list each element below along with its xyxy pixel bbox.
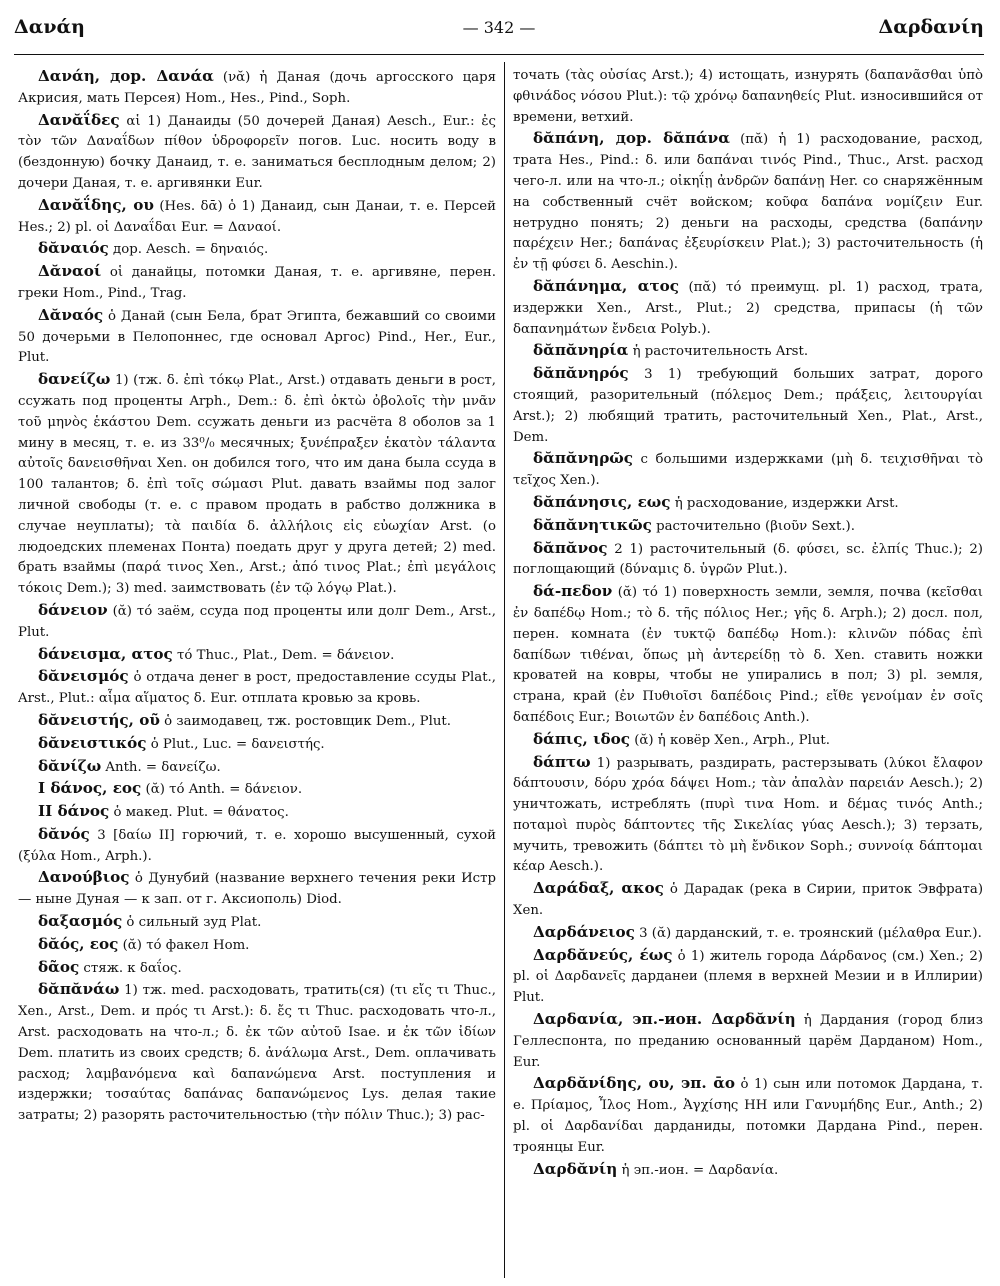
entry-headword: Δᾰναοί xyxy=(38,262,102,281)
dictionary-entry xyxy=(513,1073,983,1158)
dictionary-entry xyxy=(18,600,496,644)
dictionary-entry xyxy=(513,363,983,448)
dictionary-entry xyxy=(513,128,983,276)
dictionary-entry xyxy=(18,867,496,911)
entry-headword: δᾰπᾰνητικῶς xyxy=(533,515,652,534)
entry-definition: ὁ Данай (сын Бела, брат Эгипта, бежавший со своими 50 дочерьми в Пелопоннес, где основал Аргос) Pind., Her., Eur., Plut. xyxy=(18,308,496,366)
entry-definition: (πᾰ) τό преимущ. pl. 1) расход, трата, издержки Xen., Arst., Plut.; 2) средства, припасы (ἡ τῶν δαπανημάτων ἔνδεια Polyb.). xyxy=(513,279,983,337)
entry-definition: (Hes. δᾱ) ὁ 1) Данаид, сын Данаи, т. е. Персей Hes.; 2) pl. οἱ Δαναΐδαι Eur. = Δαναοί. xyxy=(18,198,496,235)
entry-definition: ὁ 1) житель города Δάρδανος (см.) Xen.; 2) pl. οἱ Δαρδανεῖς дарданеи (племя в верхней Мезии и в Иллирии) Plut. xyxy=(513,948,983,1006)
entry-definition: ἡ Дардания (город близ Геллеспонта, по преданию основанный царём Дарданом) Hom., Eur. xyxy=(513,1013,983,1070)
entry-definition: τό Thuc., Plat., Dem. = δάνειον. xyxy=(172,647,395,663)
entry-definition: 1) (тж. δ. ἐπὶ τόκῳ Plat., Arst.) отдавать деньги в рост, ссужать под проценты Arph., Dem.: δ. ἐπὶ ὀκτὼ ὀβολοῖς τὴν μνᾶν τοῦ μηνὸς ἑκάστου Dem. ссужать деньги из расчёта 8 оболов за 1 мину в месяц, т. е. из 33⁰/₀ месячных; ξυνέπραξεν ἑκατὸν τάλαντα αὐτοῖς δανεισθῆναι Xen. он добился того, что им дана была ссуда в 100 талантов; δ. ἐπὶ τοῖς σώμασι Plut. давать взаймы под залог личной свободы (т. е. с правом продать в рабство должника в случае неуплаты); τὰ παιδία δ. ἀλλήλοις εἰς εὐωχίαν Arst. (о людоедских племенах Понта) поедать друг у друга детей; 2) med. брать взаймы (παρά τινος Xen., Arst.; ἀπό τινος Plat.; ἐπὶ μεγάλοις τόκοις Dem.); 3) med. заимствовать (ἐν τῷ λόγῳ Plat.). xyxy=(18,373,496,597)
entry-headword: Δαράδαξ, ακος xyxy=(533,879,664,898)
entry-headword: δάπις, ιδος xyxy=(533,729,630,748)
entry-definition: расточительно (βιοῦν Sext.). xyxy=(651,518,855,534)
dictionary-entry xyxy=(18,110,496,195)
dictionary-entry xyxy=(513,729,983,752)
entry-headword: δανείζω xyxy=(38,370,111,389)
dictionary-entry xyxy=(18,666,496,710)
entry-definition: (ᾰ) τό факел Hom. xyxy=(118,937,250,953)
dictionary-entry xyxy=(18,66,496,110)
dictionary-entry xyxy=(18,979,496,1127)
entry-headword: δᾰπάνη, дор. δᾰπάνα xyxy=(533,129,730,148)
entry-definition: ἡ расточительность Arst. xyxy=(628,344,809,360)
dictionary-entry xyxy=(18,195,496,239)
entry-headword: δάνειον xyxy=(38,600,108,619)
entry-definition: (ᾰ) τό 1) поверхность земли, земля, почва (κεῖσθαι ἐν δαπέδῳ Hom.; τὸ δ. τῆς πόλιος Her.; γῆς δ. Arph.); 2) досл. пол, перен. комната (ἐν τυκτῷ δαπέδῳ Hom.): κλινῶν πόδας ἐπὶ δαπίδων τιθέναι, ὅπως μὴ ἀντερείδῃ τὸ δ. Xen. ставить ножки кроватей на ковры, чтобы не упирались в пол; 3) pl. земля, страна, край (ἐν Πυθιοῖσι δαπέδοις Pind.; εἴθε γενοίμαν ἐν σοῖς δαπέδοις Eur.; Βοιωτῶν ἐν δαπέδοις Anth.). xyxy=(513,585,983,725)
entry-headword: δᾰπᾰνηρός xyxy=(533,364,629,383)
dictionary-entry xyxy=(513,340,983,363)
entry-headword: δᾰπάνησις, εως xyxy=(533,492,671,511)
entry-headword: δᾰπᾰνάω xyxy=(38,980,120,999)
dictionary-entry xyxy=(513,1159,983,1182)
entry-definition: ὁ Дарадак (река в Сирии, приток Эвфрата) Xen. xyxy=(513,882,983,919)
dictionary-entry xyxy=(18,824,496,868)
entry-definition: ὁ Дунубий (название верхнего течения реки Истр — ныне Дуная — к зап. от г. Аксиополь) Diod. xyxy=(18,871,496,908)
dictionary-entry xyxy=(513,492,983,515)
entry-headword: Δαρδᾰνεύς, έως xyxy=(533,945,673,964)
entry-headword: Δανᾰΐδες xyxy=(38,110,120,129)
entry-definition: 3 1) требующий больших затрат, дорого стоящий, разорительный (πόλεμος Dem.; πράξεις, λειτουργίαι Arst.); 2) любящий тратить, расточительный Xen., Plat., Arst., Dem. xyxy=(513,367,983,445)
page-header xyxy=(14,12,984,46)
dictionary-entry xyxy=(18,801,496,824)
dictionary-entry xyxy=(18,261,496,305)
entry-definition: точать (τὰς οὐσίας Arst.); 4) истощать, изнурять (δαπανᾶσθαι ὑπὸ φθινάδος νόσου Plut.): τῷ χρόνῳ δαπανηθείς Plut. износившийся от времени, ветхий. xyxy=(513,68,983,125)
dictionary-entry xyxy=(513,878,983,922)
dictionary-entry xyxy=(18,733,496,756)
entry-definition: ὁ 1) сын или потомок Дардана, т. е. Πρίαμος, Ἶλος Hom., Ἀγχίσης HH или Γανυμήδης Eur., Anth.; 2) pl. οἱ Δαρδανίδαι дарданиды, потомки Дардана Pind., перен. троянцы Eur. xyxy=(513,1077,983,1155)
header-left-guide-word: Δανάη xyxy=(14,16,85,38)
entry-headword: Δαρδάνειος xyxy=(533,922,635,941)
entry-definition: 1) тж. med. расходовать, тратить(ся) (τι εἴς τι Thuc., Xen., Arst., Dem. и πρός τι Arst.): δ. ἔς τι Thuc. расходовать что-л., Arst. расходовать на что-л.; δ. ἐκ τῶν αὐτοῦ Isae. и ἐκ τῶν ἰδίων Dem. платить из своих средств; δ. ἀνάλωμα Arst., Dem. оплачивать расход; λαμβανόμενα καὶ δαπανώμενα Arst. поступления и издержки; τοσαύτας δαπάνας δαπανώμενος Lys. делая такие затраты; 2) разорять расточительностью (τὴν πόλιν Thuc.); 3) рас- xyxy=(18,983,496,1124)
dictionary-entry xyxy=(513,1009,983,1073)
entry-definition: дор. Aesch. = δηναιός. xyxy=(108,242,269,258)
entry-definition: 2 1) расточительный (δ. φύσει, sc. ἐλπίς Thuc.); 2) поглощающий (δύναμις δ. ὑγρῶν Plut.). xyxy=(513,541,983,578)
dictionary-entry xyxy=(18,238,496,261)
dictionary-entry xyxy=(513,581,983,729)
column-divider xyxy=(504,62,505,1278)
dictionary-entry xyxy=(513,945,983,1009)
entry-definition: ὁ сильный зуд Plat. xyxy=(122,915,262,931)
entry-headword: δᾰνειστικός xyxy=(38,733,147,752)
entry-headword: δᾰνίζω xyxy=(38,756,102,775)
dictionary-entry xyxy=(18,710,496,733)
dictionary-entry xyxy=(18,957,496,980)
entry-definition: ἡ эп.-ион. = Δαρδανία. xyxy=(617,1162,779,1178)
header-rule xyxy=(14,54,984,55)
entry-headword: Δανούβιος xyxy=(38,868,130,887)
entry-definition: ὁ заимодавец, тж. ростовщик Dem., Plut. xyxy=(159,713,451,729)
entry-definition: 3 (ᾰ) дарданский, т. е. троянский (μέλαθρα Eur.). xyxy=(634,925,982,941)
entry-headword: Δαρδανία, эп.-ион. Δαρδᾰνίη xyxy=(533,1010,796,1029)
dictionary-entry xyxy=(18,369,496,600)
entry-headword: I δάνος, εος xyxy=(38,779,142,798)
left-column xyxy=(18,66,496,1278)
header-right-guide-word: Δαρδανίη xyxy=(878,16,984,38)
dictionary-entry xyxy=(18,644,496,667)
entry-definition: ὁ отдача денег в рост, предоставление ссуды Plat., Arst., Plut.: αἷμα αἵματος δ. Eur. отплата кровью за кровь. xyxy=(18,670,496,707)
entry-headword: δᾰνός xyxy=(38,824,90,843)
dictionary-entry xyxy=(18,934,496,957)
entry-definition: (νᾰ) ἡ Даная (дочь аргосского царя Акрисия, мать Персея) Hom., Hes., Pind., Soph. xyxy=(18,70,496,106)
entry-headword: δᾶος xyxy=(38,957,80,976)
entry-definition: с большими издержками (μὴ δ. τειχισθῆναι τὸ τεῖχος Xen.). xyxy=(513,452,983,489)
entry-headword: δᾰπᾰνος xyxy=(533,538,608,557)
entry-headword: δᾰπάνημα, ατος xyxy=(533,276,680,295)
entry-headword: δάνεισμα, ατος xyxy=(38,644,173,663)
entry-headword: Δᾰναός xyxy=(38,305,104,324)
dictionary-entry xyxy=(513,922,983,945)
entry-headword: δᾰνεισμός xyxy=(38,667,129,686)
entry-headword: δά-πεδον xyxy=(533,582,613,601)
entry-definition: ὁ макед. Plut. = θάνατος. xyxy=(109,805,289,821)
dictionary-entry xyxy=(513,276,983,340)
entry-definition: ἡ расходование, издержки Arst. xyxy=(670,495,899,511)
entry-headword: δᾰνειστής, οῦ xyxy=(38,710,160,729)
dictionary-entry xyxy=(18,756,496,779)
entry-definition: οἱ данайцы, потомки Даная, т. е. аргивяне, перен. греки Hom., Pind., Trag. xyxy=(18,265,496,301)
dictionary-entry xyxy=(18,305,496,369)
dictionary-entry xyxy=(513,515,983,538)
dictionary-entry xyxy=(513,752,983,879)
entry-definition: (ᾰ) τό заём, ссуда под проценты или долг Dem., Arst., Plut. xyxy=(18,603,496,640)
page-number: — 342 — xyxy=(462,18,536,37)
entry-headword: δᾰναιός xyxy=(38,239,109,258)
entry-headword: II δάνος xyxy=(38,802,110,821)
entry-headword: δᾰπᾰνηρῶς xyxy=(533,449,634,468)
entry-definition: 3 [δαίω II] горючий, т. е. хорошо высушенный, сухой (ξύλα Hom., Arph.). xyxy=(18,827,496,864)
dictionary-entry xyxy=(513,66,983,128)
entry-headword: δαξασμός xyxy=(38,912,123,931)
entry-headword: δᾰπᾰνηρία xyxy=(533,341,629,360)
dictionary-entry xyxy=(513,538,983,582)
entry-headword: Δαρδᾰνίη xyxy=(533,1159,618,1178)
entry-headword: Δανάη, дор. Δανάα xyxy=(38,67,214,85)
entry-definition: стяж. к δαΐος. xyxy=(79,960,182,976)
dictionary-entry xyxy=(18,911,496,934)
entry-headword: Δανᾰΐδης, ου xyxy=(38,195,154,214)
entry-headword: δᾰός, εος xyxy=(38,934,119,953)
entry-definition: ὁ Plut., Luc. = δανειστής. xyxy=(146,736,325,752)
entry-headword: δάπτω xyxy=(533,752,591,771)
entry-definition: (ᾰ) ἡ ковёр Xen., Arph., Plut. xyxy=(629,732,831,748)
right-column xyxy=(513,66,983,1278)
dictionary-entry xyxy=(513,448,983,492)
entry-definition: αἱ 1) Данаиды (50 дочерей Даная) Aesch., Eur.: ἐς τὸν τῶν Δαναΐδων πίθον ὑδροφορεῖν погов. Luc. носить воду в (бездонную) бочку Данаид, т. е. заниматься бесплодным делом; 2) дочери Даная, т. е. аргивянки Eur. xyxy=(18,113,496,191)
dictionary-entry xyxy=(18,778,496,801)
entry-definition: 1) разрывать, раздирать, растерзывать (λύκοι ἔλαφον δάπτουσιν, δόρυ χρόα δάψει Hom.; τὰν ἀπαλὰν παρειάν Aesch.); 2) уничтожать, истреблять (πυρὶ τινα Hom. и δέμας τινός Anth.; ποταμοὶ πυρὸς δάπτοντες τῆς Σικελίας γύας Aesch.); 3) терзать, мучить, тревожить (δάπτει τὸ μὴ ἔνδικον Soph.; συννοίᾳ δάπτομαι κέαρ Aesch.). xyxy=(513,755,983,875)
entry-definition: (ᾰ) τό Anth. = δάνειον. xyxy=(141,782,303,798)
entry-definition: (πᾰ) ἡ 1) расходование, расход, трата Hes., Pind.: δ. или δαπάναι τινός Pind., Thuc., Arst. расход чего-л. или на что-л.; οἰκηΐῃ ἀνδρῶν δαπάνῃ Her. со снаряжённым на собственный счёт войском; κοῦφα δαπάνα νομίζειν Eur. нетрудно понять; 2) деньги на расходы, средства (δαπάνην παρέχειν Her.; δαπάνας ἐξευρίσκειν Plat.); 3) расточительность (ἡ ἐν τῇ φύσει δ. Aeschin.). xyxy=(513,132,983,273)
entry-headword: Δαρδᾰνίδης, ου, эп. ᾱο xyxy=(533,1074,736,1093)
entry-definition: Anth. = δανείζω. xyxy=(101,759,221,775)
